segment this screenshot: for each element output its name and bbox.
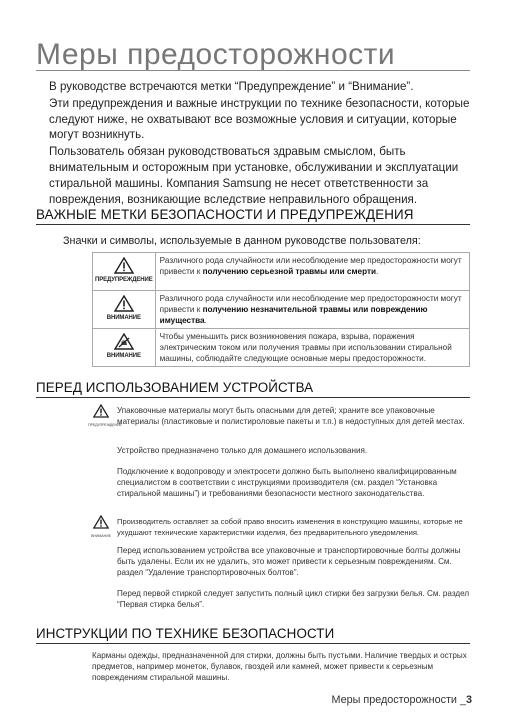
warning-note <box>117 405 472 427</box>
symbol-description <box>155 329 469 367</box>
section-divider <box>36 397 470 398</box>
no-touch-triangle-icon <box>114 333 134 350</box>
section-heading-labels: ВАЖНЫЕ МЕТКИ БЕЗОПАСНОСТИ И ПРЕДУПРЕЖДЕНИЯ <box>36 207 414 222</box>
section-heading-instructions: ИНСТРУКЦИИ ПО ТЕХНИКЕ БЕЗОПАСНОСТИ <box>36 626 335 641</box>
symbol-text-emphasis: получению серьезной травмы или смерти <box>202 267 377 276</box>
symbols-caption: Значки и символы, используемые в данном руководстве пользователя: <box>63 235 421 247</box>
symbol-text: Чтобы уменьшить риск возникновения пожара, взрыва, поражения электрическим током или получения травмы при использовании стиральной машины, соблюдайте следующие основные меры предосторожности. <box>159 332 452 363</box>
caution-badge <box>88 515 114 538</box>
warning-triangle-icon <box>93 404 109 418</box>
warning-triangle-icon <box>93 515 109 529</box>
warning-triangle-icon <box>114 257 134 274</box>
symbol-label: ПРЕДУПРЕЖДЕНИЕ <box>95 277 153 283</box>
paragraph-text: Перед первой стиркой следует запустить полный цикл стирки без загрузки белья. См. раздел “Первая стирка белья”. <box>117 589 470 609</box>
symbol-description <box>155 291 469 329</box>
warning-badge-label: ПРЕДУПРЕЖДЕНИЕ <box>88 423 122 427</box>
paragraph-first-wash <box>117 588 472 610</box>
symbol-text: . <box>376 267 379 276</box>
symbol-text: . <box>204 316 207 325</box>
intro-paragraph: Пользователь обязан руководствоваться здравым смыслом, быть внимательным и осторожным при установке, обслуживании и эксплуатации стиральной машины. Компания Samsung не несет ответственности за повреждения, возникающие вследствие неправильного обращения. <box>49 145 459 206</box>
paragraph-text: Подключение к водопроводу и электросети должно быть выполнено квалифицированным специалистом в соответствии с инструкциями производителя (см. раздел “Установка стиральной машины”) и требованиями безопасности местного законодательства. <box>117 467 457 498</box>
symbol-text: Различного рода случайности или несоблюдение мер предосторожности могут привести к <box>159 256 462 276</box>
footer-label: Меры предосторожности <box>331 694 457 706</box>
paragraph-text: Перед использованием устройства все упаковочные и транспортировочные болты должны быть удалены. Если их не удалить, это может привести к серьезным повреждениям. См. раздел “Удаление транспортировочных болтов”. <box>117 546 461 577</box>
intro-paragraph: В руководстве встречаются метки “Предупреждение” и “Внимание”. <box>49 80 414 93</box>
warning-triangle-icon <box>114 295 134 312</box>
page-footer <box>331 694 472 706</box>
paragraph-pockets <box>92 650 470 683</box>
symbol-icon-cell <box>93 329 156 367</box>
paragraph-text: Устройство предназначено только для домашнего использования. <box>117 446 368 455</box>
warning-badge <box>88 404 122 427</box>
symbol-text: Различного рода случайности или несоблюдение мер предосторожности могут привести к <box>159 294 462 314</box>
symbol-row-caution <box>93 291 470 329</box>
paragraph-text: Карманы одежды, предназначенной для стирки, должны быть пустыми. Наличие твердых и острых предметов, например монеток, булавок, гвоздей или камней, может привести к серьезным повреждениям стиральной машины. <box>92 651 467 682</box>
symbol-label: ВНИМАНИЕ <box>106 315 141 321</box>
intro-paragraph: Эти предупреждения и важные инструкции по технике безопасности, которые следуют ниже, не охватывают все возможные условия и ситуации, которые могут возникнуть. <box>49 96 470 142</box>
page-title: Меры предосторожности <box>36 38 396 71</box>
intro-text <box>49 79 479 208</box>
symbol-label: ВНИМАНИЕ <box>106 353 141 359</box>
section-divider <box>36 643 470 644</box>
section-divider <box>36 224 470 225</box>
paragraph-connection <box>117 466 472 499</box>
symbol-text-emphasis: получению незначительной травмы или повреждению имущества <box>159 305 428 325</box>
symbols-table <box>92 252 470 367</box>
paragraph-home-use <box>117 445 472 456</box>
footer-separator: _ <box>456 694 466 706</box>
caution-text: Производитель оставляет за собой право вносить изменения в конструкцию машины, которые не ухудшают технические характеристики изделия, без предварительного уведомления. <box>117 517 463 537</box>
page-number: 3 <box>465 694 472 706</box>
symbol-row-warning <box>93 253 470 291</box>
caution-badge-label: ВНИМАНИЕ <box>91 534 111 538</box>
title-divider <box>36 70 470 71</box>
warning-text: Упаковочные материалы могут быть опасными для детей; храните все упаковочные материалы (пластиковые и полистироловые пакеты и т.п.) в недоступных для детей местах. <box>117 406 465 426</box>
symbol-row-caution-basic <box>93 329 470 367</box>
section-heading-before-use: ПЕРЕД ИСПОЛЬЗОВАНИЕМ УСТРОЙСТВА <box>36 380 314 395</box>
symbol-description <box>155 253 469 291</box>
symbol-icon-cell <box>93 291 156 329</box>
paragraph-transport-bolts <box>117 545 472 578</box>
symbol-icon-cell <box>93 253 156 291</box>
caution-note <box>117 516 472 538</box>
